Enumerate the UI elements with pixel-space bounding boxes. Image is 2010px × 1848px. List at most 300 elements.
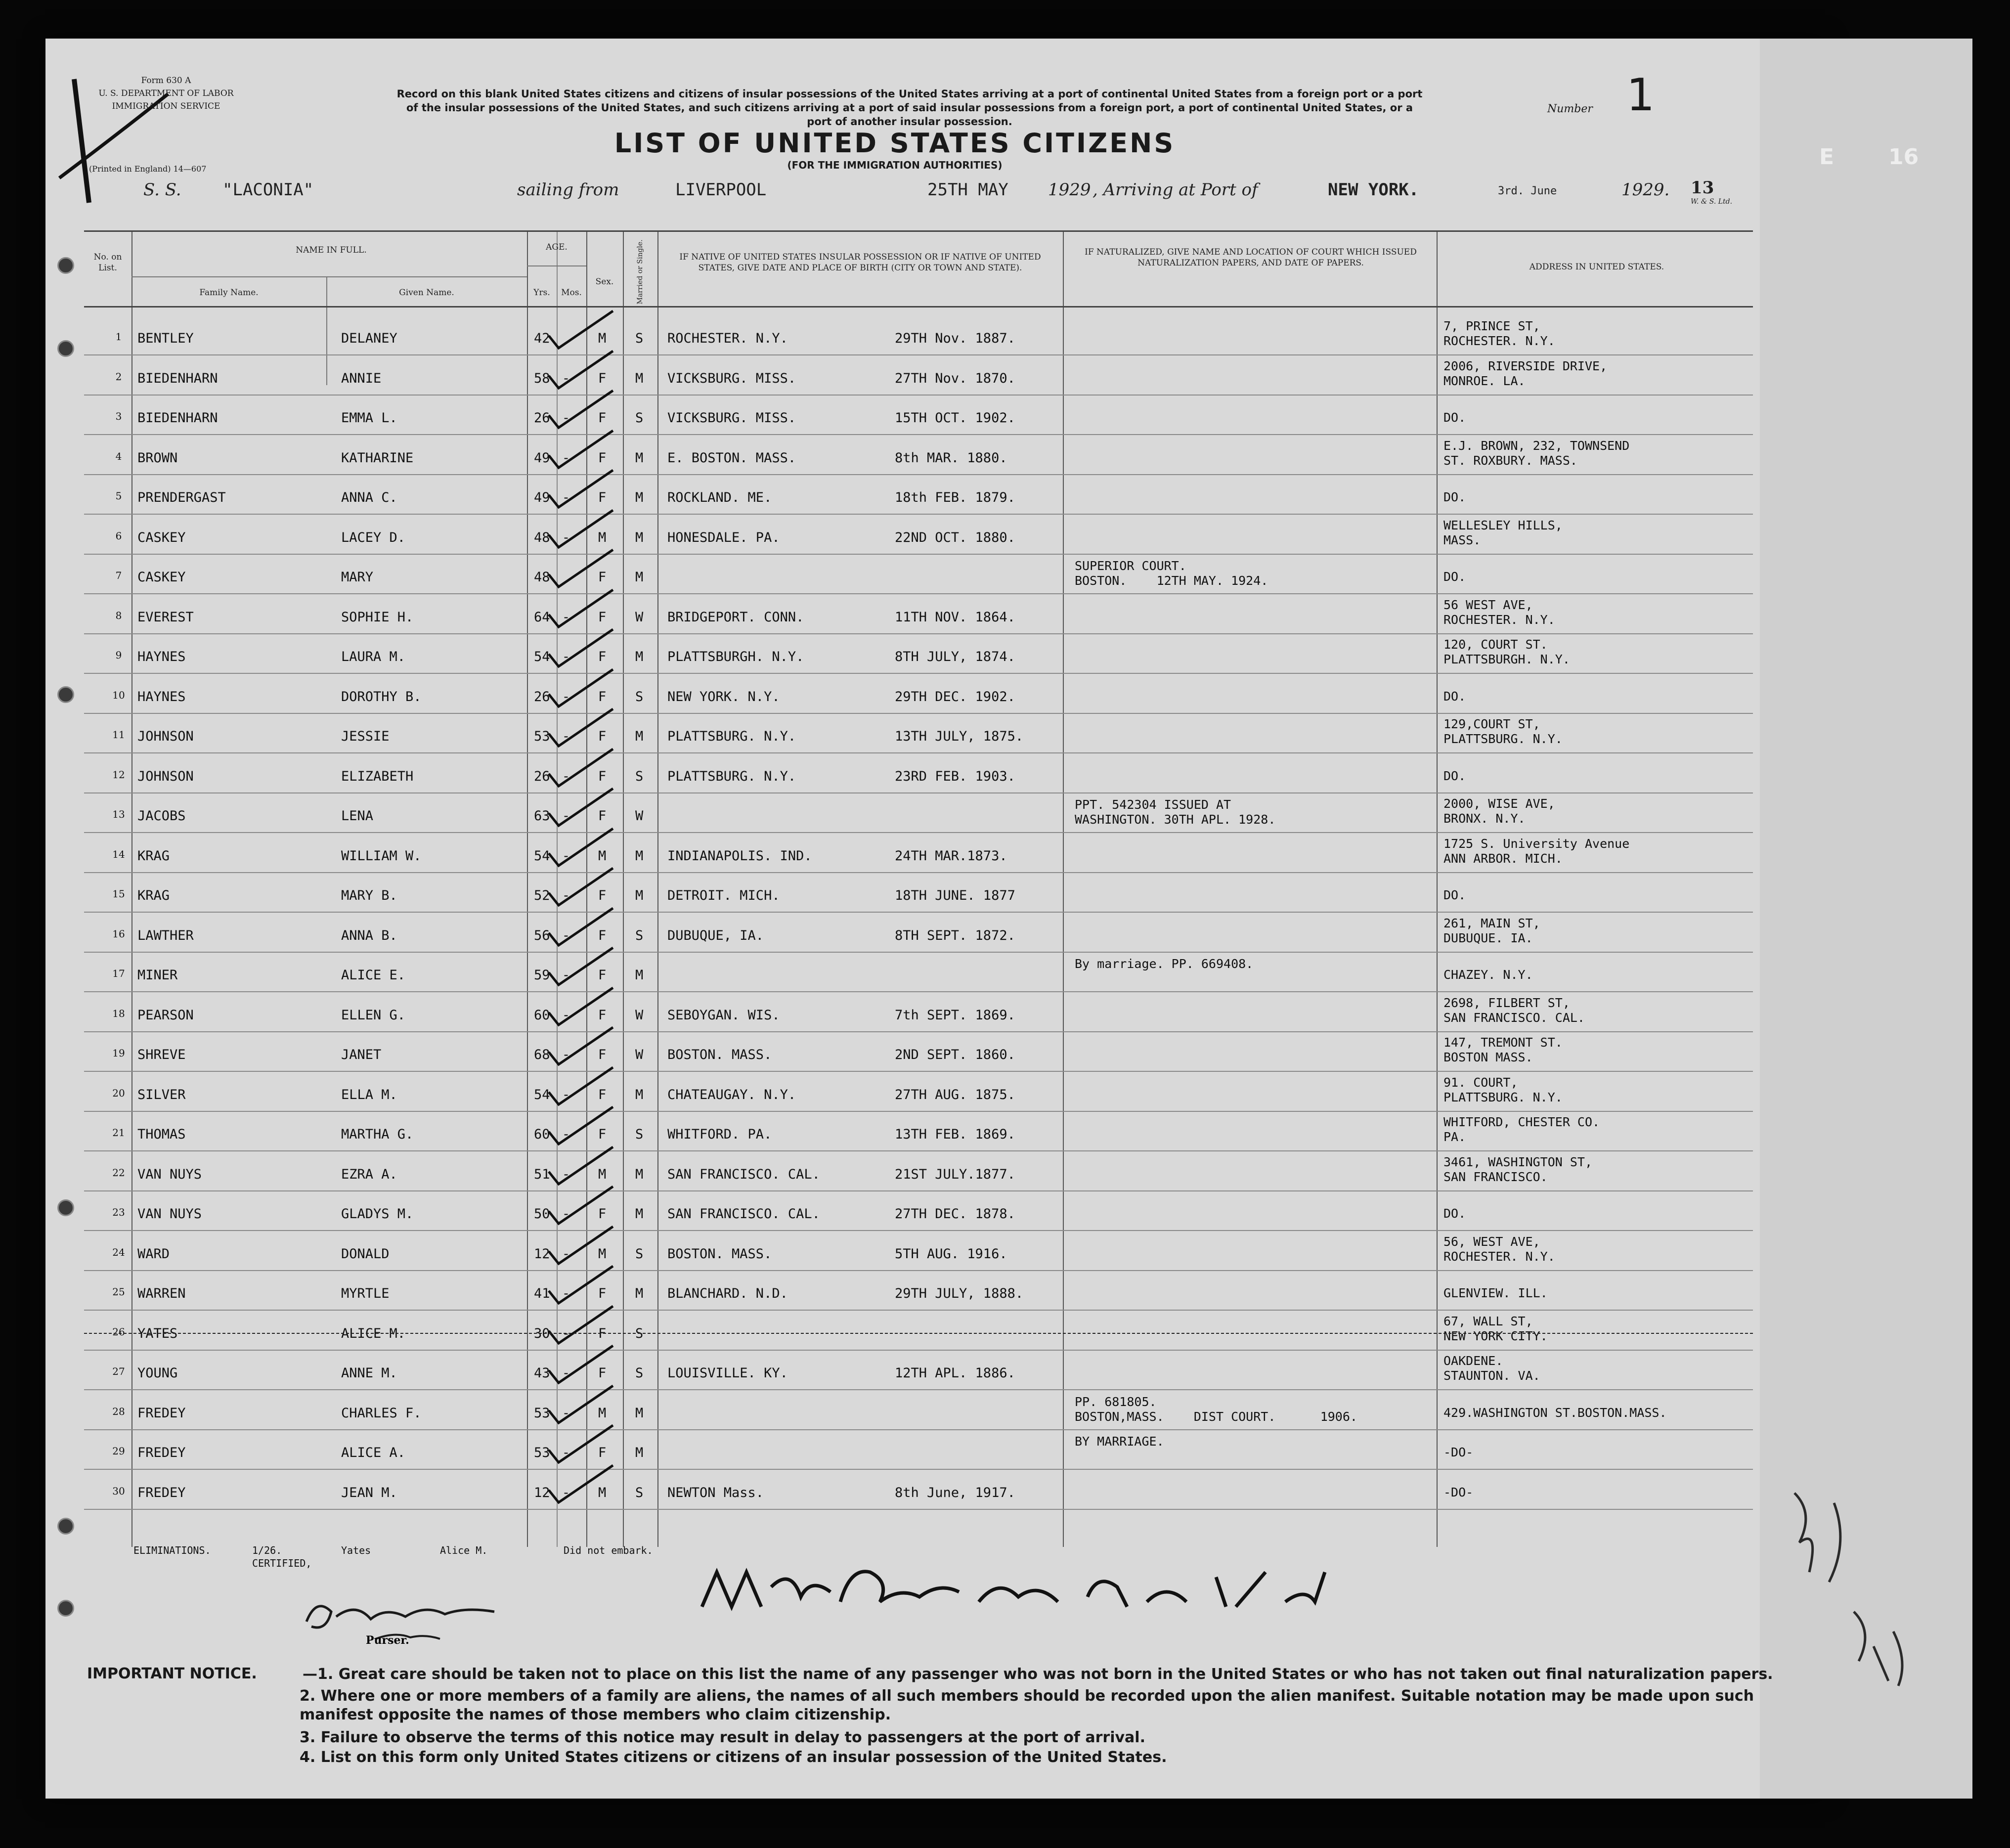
sex: F bbox=[598, 410, 607, 426]
us-address: DO. bbox=[1443, 570, 1466, 584]
printed-note: (Printed in England) 14—607 bbox=[89, 164, 207, 174]
row-number: 16 bbox=[112, 927, 125, 940]
record-instructions: Record on this blank United States citizens and citizens of insular possessions of the United States arriving at a port of continental United States from a foreign port or a port of the insular possessions of the United States, and such citizens arriving at a port of said insular possessions from a foreign port, a port of continental United States, or a port of another insular possession. bbox=[396, 88, 1423, 128]
sex: F bbox=[598, 1127, 607, 1142]
family-name: WARREN bbox=[137, 1286, 186, 1301]
sex: F bbox=[598, 927, 607, 943]
family-name: MINER bbox=[137, 968, 178, 983]
age-years: 50 bbox=[534, 1206, 550, 1222]
us-address: -DO- bbox=[1443, 1445, 1474, 1459]
sex: F bbox=[598, 1007, 607, 1023]
family-name: YATES bbox=[137, 1325, 178, 1341]
table-row bbox=[84, 993, 1753, 1032]
given-name: ANNIE bbox=[341, 370, 382, 386]
arrival-port: NEW YORK. bbox=[1328, 180, 1419, 200]
sheet-mark: E bbox=[1819, 144, 1835, 170]
birth-place: LOUISVILLE. KY. bbox=[667, 1365, 788, 1381]
marital-status: M bbox=[635, 1286, 644, 1301]
check-mark bbox=[544, 465, 623, 510]
birth-date: 8th June, 1917. bbox=[895, 1485, 1015, 1500]
table-row bbox=[84, 1311, 1753, 1351]
sex: F bbox=[598, 808, 607, 824]
birth-date: 21ST JULY.1877. bbox=[895, 1166, 1015, 1182]
sailing-year: 1929 bbox=[1048, 180, 1091, 200]
row-number: 28 bbox=[112, 1405, 125, 1417]
age-months: - bbox=[562, 729, 570, 744]
binding-hole bbox=[57, 1518, 74, 1535]
birth-date: 29TH JULY, 1888. bbox=[895, 1286, 1024, 1301]
age-years: 49 bbox=[534, 490, 550, 505]
given-name: ELLEN G. bbox=[341, 1007, 406, 1023]
marital-status: W bbox=[635, 808, 644, 824]
age-months: - bbox=[562, 529, 570, 545]
family-name: JOHNSON bbox=[137, 768, 194, 784]
row-number: 19 bbox=[112, 1047, 125, 1059]
table-row bbox=[84, 1470, 1753, 1510]
table-row bbox=[84, 674, 1753, 714]
check-mark bbox=[544, 585, 623, 629]
check-mark bbox=[544, 1420, 623, 1465]
marital-status: S bbox=[635, 689, 644, 704]
row-number: 2 bbox=[115, 370, 122, 383]
marital-status: M bbox=[635, 1206, 644, 1222]
voyage-line bbox=[143, 178, 1733, 210]
us-address: 56, WEST AVE, ROCHESTER. N.Y. bbox=[1443, 1234, 1555, 1264]
notice-item-1: —1. Great care should be taken not to place on this list the name of any passenger who was not born in the United States or who has not taken out final naturalization papers. bbox=[303, 1666, 1773, 1683]
elimination-reason: Did not embark. bbox=[564, 1544, 653, 1556]
age-months: - bbox=[562, 1087, 570, 1102]
inspector-signature bbox=[692, 1557, 1434, 1627]
birth-place: VICKSBURG. MISS. bbox=[667, 410, 796, 426]
us-address: DO. bbox=[1443, 888, 1466, 902]
us-address: 129,COURT ST, PLATTSBURG. N.Y. bbox=[1443, 717, 1563, 746]
age-years: 26 bbox=[534, 768, 550, 784]
us-address: DO. bbox=[1443, 490, 1466, 504]
sex: F bbox=[598, 1206, 607, 1222]
sex: F bbox=[598, 729, 607, 744]
marital-status: M bbox=[635, 490, 644, 505]
table-row bbox=[84, 1152, 1753, 1191]
sex: F bbox=[598, 968, 607, 983]
family-name: BROWN bbox=[137, 450, 178, 466]
table-row bbox=[84, 356, 1753, 396]
us-address: WELLESLEY HILLS, MASS. bbox=[1443, 518, 1563, 547]
list-number: 1 bbox=[1626, 69, 1655, 121]
family-name: BIEDENHARN bbox=[137, 410, 218, 426]
birth-date: 2ND SEPT. 1860. bbox=[895, 1047, 1015, 1062]
check-mark bbox=[544, 346, 623, 391]
page-mark: 13 bbox=[1691, 178, 1714, 198]
age-months: - bbox=[562, 1365, 570, 1381]
us-address: 7, PRINCE ST, ROCHESTER. N.Y. bbox=[1443, 319, 1555, 348]
table-row bbox=[84, 1191, 1753, 1231]
col-naturalized: IF NATURALIZED, GIVE NAME AND LOCATION OF COURT WHICH ISSUED NATURALIZATION PAPERS, AND DATE OF PAPERS. bbox=[1085, 247, 1417, 268]
birth-date: 24TH MAR.1873. bbox=[895, 848, 1007, 864]
marital-status: S bbox=[635, 768, 644, 784]
given-name: MARY B. bbox=[341, 888, 397, 903]
age-months: - bbox=[562, 1047, 570, 1062]
number-label: Number bbox=[1547, 103, 1593, 115]
age-years: 54 bbox=[534, 649, 550, 664]
family-name: LAWTHER bbox=[137, 927, 194, 943]
row-number: 3 bbox=[115, 410, 122, 422]
family-name: FREDEY bbox=[137, 1445, 186, 1460]
birth-place: NEWTON Mass. bbox=[667, 1485, 764, 1500]
check-mark bbox=[544, 1022, 623, 1067]
us-address: -DO- bbox=[1443, 1485, 1474, 1499]
age-months: - bbox=[562, 1246, 570, 1262]
row-number: 20 bbox=[112, 1087, 125, 1099]
row-number: 6 bbox=[115, 529, 122, 542]
birth-place: INDIANAPOLIS. IND. bbox=[667, 848, 812, 864]
birth-date: 18TH JUNE. 1877 bbox=[895, 888, 1015, 903]
given-name: LENA bbox=[341, 808, 374, 824]
binding-hole bbox=[57, 1600, 74, 1617]
age-months: - bbox=[562, 1206, 570, 1222]
passenger-table bbox=[84, 230, 1753, 1547]
age-years: 41 bbox=[534, 1286, 550, 1301]
form-number: Form 630 A bbox=[141, 76, 191, 86]
table-row bbox=[84, 1271, 1753, 1311]
given-name: ALICE A. bbox=[341, 1445, 406, 1460]
birth-date: 27TH DEC. 1878. bbox=[895, 1206, 1015, 1222]
family-name: PEARSON bbox=[137, 1007, 194, 1023]
check-mark bbox=[544, 1301, 623, 1346]
sex: M bbox=[598, 529, 607, 545]
printer-mark: W. & S. Ltd. bbox=[1691, 198, 1733, 206]
notice-label: IMPORTANT NOTICE. bbox=[87, 1665, 257, 1682]
row-rule bbox=[84, 1509, 1753, 1510]
row-number: 26 bbox=[112, 1325, 125, 1338]
family-name: KRAG bbox=[137, 888, 170, 903]
birth-date: 29TH Nov. 1887. bbox=[895, 331, 1015, 346]
birth-place: DETROIT. MICH. bbox=[667, 888, 780, 903]
sailing-label: sailing from bbox=[517, 180, 619, 200]
age-years: 48 bbox=[534, 529, 550, 545]
table-row bbox=[84, 1072, 1753, 1112]
naturalization: By marriage. PP. 669408. bbox=[1075, 957, 1254, 971]
age-months: - bbox=[562, 410, 570, 426]
given-name: SOPHIE H. bbox=[341, 609, 414, 625]
family-name: WARD bbox=[137, 1246, 170, 1262]
arriving-label: , Arriving at Port of bbox=[1092, 180, 1258, 200]
naturalization: SUPERIOR COURT. BOSTON. 12TH MAY. 1924. bbox=[1075, 559, 1268, 588]
age-years: 56 bbox=[534, 927, 550, 943]
age-months: - bbox=[562, 649, 570, 664]
check-mark bbox=[544, 1381, 623, 1425]
age-months: - bbox=[562, 1007, 570, 1023]
birth-place: BOSTON. MASS. bbox=[667, 1047, 772, 1062]
birth-place: PLATTSBURGH. N.Y. bbox=[667, 649, 804, 664]
given-name: ALICE M. bbox=[341, 1325, 406, 1341]
birth-place: E. BOSTON. MASS. bbox=[667, 450, 796, 466]
binding-hole bbox=[57, 686, 74, 703]
row-number: 12 bbox=[112, 768, 125, 781]
col-name-in-full: NAME IN FULL. bbox=[296, 245, 367, 255]
age-years: 48 bbox=[534, 570, 550, 585]
age-years: 12 bbox=[534, 1246, 550, 1262]
sex: M bbox=[598, 331, 607, 346]
table-row bbox=[84, 953, 1753, 992]
us-address: DO. bbox=[1443, 689, 1466, 704]
given-name: ALICE E. bbox=[341, 968, 406, 983]
us-address: 1725 S. University Avenue ANN ARBOR. MICH. bbox=[1443, 836, 1630, 866]
age-months: - bbox=[562, 927, 570, 943]
departure-port: LIVERPOOL bbox=[675, 180, 767, 200]
row-number: 15 bbox=[112, 888, 125, 900]
birth-date: 8TH SEPT. 1872. bbox=[895, 927, 1015, 943]
given-name: EMMA L. bbox=[341, 410, 397, 426]
marital-status: M bbox=[635, 1166, 644, 1182]
birth-place: SAN FRANCISCO. CAL. bbox=[667, 1166, 820, 1182]
form-identifier bbox=[92, 74, 240, 113]
family-name: PRENDERGAST bbox=[137, 490, 226, 505]
us-address: WHITFORD, CHESTER CO. PA. bbox=[1443, 1115, 1600, 1144]
age-months: - bbox=[562, 808, 570, 824]
marital-status: S bbox=[635, 331, 644, 346]
us-address: 261, MAIN ST, DUBUQUE. IA. bbox=[1443, 916, 1540, 945]
sex: F bbox=[598, 609, 607, 625]
age-years: 49 bbox=[534, 450, 550, 466]
us-address: DO. bbox=[1443, 410, 1466, 425]
table-row bbox=[84, 436, 1753, 475]
age-years: 64 bbox=[534, 609, 550, 625]
age-months: - bbox=[562, 1127, 570, 1142]
check-mark bbox=[544, 704, 623, 748]
family-name: BIEDENHARN bbox=[137, 370, 218, 386]
row-number: 29 bbox=[112, 1445, 125, 1457]
eliminated-given-name: Alice M. bbox=[440, 1544, 488, 1556]
marital-status: S bbox=[635, 1246, 644, 1262]
family-name: SHREVE bbox=[137, 1047, 186, 1062]
given-name: CHARLES F. bbox=[341, 1405, 422, 1421]
age-years: 59 bbox=[534, 968, 550, 983]
marital-status: M bbox=[635, 888, 644, 903]
strike-through-line bbox=[84, 1333, 1753, 1334]
row-number: 14 bbox=[112, 848, 125, 860]
service-name: IMMIGRATION SERVICE bbox=[112, 101, 220, 111]
check-mark bbox=[544, 1261, 623, 1306]
age-months: - bbox=[562, 768, 570, 784]
eliminations-label: ELIMINATIONS. bbox=[133, 1544, 211, 1556]
age-months: - bbox=[562, 370, 570, 386]
age-years: 43 bbox=[534, 1365, 550, 1381]
table-row bbox=[84, 1391, 1753, 1430]
birth-place: VICKSBURG. MISS. bbox=[667, 370, 796, 386]
birth-place: WHITFORD. PA. bbox=[667, 1127, 772, 1142]
marital-status: S bbox=[635, 1325, 644, 1341]
binding-hole bbox=[57, 1199, 74, 1216]
given-name: DONALD bbox=[341, 1246, 390, 1262]
birth-date: 22ND OCT. 1880. bbox=[895, 529, 1015, 545]
age-years: 51 bbox=[534, 1166, 550, 1182]
check-mark bbox=[544, 545, 623, 589]
marital-status: M bbox=[635, 968, 644, 983]
sex: F bbox=[598, 1047, 607, 1062]
us-address: 147, TREMONT ST. BOSTON MASS. bbox=[1443, 1035, 1563, 1064]
row-number: 25 bbox=[112, 1286, 125, 1298]
ss-label: S. S. bbox=[143, 180, 181, 200]
age-years: 68 bbox=[534, 1047, 550, 1062]
birth-place: SEBOYGAN. WIS. bbox=[667, 1007, 780, 1023]
age-months: - bbox=[562, 450, 570, 466]
sex: F bbox=[598, 450, 607, 466]
sex: M bbox=[598, 1166, 607, 1182]
arrival-year: 1929. bbox=[1621, 180, 1670, 200]
marital-status: S bbox=[635, 1127, 644, 1142]
family-name: YOUNG bbox=[137, 1365, 178, 1381]
sex: F bbox=[598, 490, 607, 505]
table-row bbox=[84, 634, 1753, 674]
sex: M bbox=[598, 1246, 607, 1262]
given-name: DELANEY bbox=[341, 331, 397, 346]
check-mark bbox=[544, 824, 623, 868]
us-address: 2000, WISE AVE, BRONX. N.Y. bbox=[1443, 796, 1555, 826]
arrival-day: 3rd. June bbox=[1498, 185, 1557, 197]
age-years: 26 bbox=[534, 410, 550, 426]
check-mark bbox=[544, 664, 623, 709]
sailing-date: 25TH MAY bbox=[927, 180, 1008, 200]
given-name: JESSIE bbox=[341, 729, 390, 744]
table-row bbox=[84, 714, 1753, 753]
col-married: Married or Single. bbox=[636, 239, 644, 305]
margin-handwriting bbox=[1775, 1483, 1923, 1691]
check-mark bbox=[544, 426, 623, 470]
age-years: 53 bbox=[534, 1445, 550, 1460]
marital-status: M bbox=[635, 848, 644, 864]
check-mark bbox=[544, 1142, 623, 1187]
row-number: 23 bbox=[112, 1206, 125, 1218]
marital-status: M bbox=[635, 649, 644, 664]
check-mark bbox=[544, 1222, 623, 1266]
given-name: ANNA C. bbox=[341, 490, 397, 505]
us-address: CHAZEY. N.Y. bbox=[1443, 968, 1533, 982]
age-years: 60 bbox=[534, 1127, 550, 1142]
check-mark bbox=[544, 903, 623, 948]
row-number: 30 bbox=[112, 1485, 125, 1497]
given-name: ANNA B. bbox=[341, 927, 397, 943]
col-months: Mos. bbox=[561, 288, 582, 298]
us-address: DO. bbox=[1443, 1206, 1466, 1221]
age-months: - bbox=[562, 1166, 570, 1182]
sex: F bbox=[598, 1325, 607, 1341]
department-name: U. S. DEPARTMENT OF LABOR bbox=[98, 88, 234, 98]
birth-place: BOSTON. MASS. bbox=[667, 1246, 772, 1262]
us-address: 91. COURT, PLATTSBURG. N.Y. bbox=[1443, 1075, 1563, 1104]
row-number: 24 bbox=[112, 1246, 125, 1258]
age-years: 52 bbox=[534, 888, 550, 903]
birth-place: ROCHESTER. N.Y. bbox=[667, 331, 788, 346]
age-months: - bbox=[562, 1405, 570, 1421]
birth-date: 13TH FEB. 1869. bbox=[895, 1127, 1015, 1142]
page-title: LIST OF UNITED STATES CITIZENS bbox=[614, 128, 1176, 159]
row-number: 21 bbox=[112, 1127, 125, 1139]
check-mark bbox=[544, 624, 623, 669]
age-months: - bbox=[562, 490, 570, 505]
family-name: CASKEY bbox=[137, 570, 186, 585]
given-name: MARY bbox=[341, 570, 374, 585]
row-number: 13 bbox=[112, 808, 125, 820]
age-months: - bbox=[562, 968, 570, 983]
table-row bbox=[84, 396, 1753, 435]
us-address: 3461, WASHINGTON ST, SAN FRANCISCO. bbox=[1443, 1154, 1593, 1184]
table-row bbox=[84, 475, 1753, 515]
row-number: 17 bbox=[112, 968, 125, 979]
family-name: CASKEY bbox=[137, 529, 186, 545]
birth-place: SAN FRANCISCO. CAL. bbox=[667, 1206, 820, 1222]
marital-status: W bbox=[635, 1047, 644, 1062]
birth-date: 23RD FEB. 1903. bbox=[895, 768, 1015, 784]
birth-place: ROCKLAND. ME. bbox=[667, 490, 772, 505]
given-name: JEAN M. bbox=[341, 1485, 397, 1500]
marital-status: S bbox=[635, 1365, 644, 1381]
birth-place: NEW YORK. N.Y. bbox=[667, 689, 780, 704]
row-number: 10 bbox=[112, 689, 125, 701]
marital-status: M bbox=[635, 450, 644, 466]
marital-status: M bbox=[635, 1087, 644, 1102]
row-number: 4 bbox=[115, 450, 122, 462]
family-name: FREDEY bbox=[137, 1485, 186, 1500]
birth-place: CHATEAUGAY. N.Y. bbox=[667, 1087, 796, 1102]
row-number: 18 bbox=[112, 1007, 125, 1019]
family-name: JACOBS bbox=[137, 808, 186, 824]
sex: F bbox=[598, 649, 607, 664]
sex: F bbox=[598, 1365, 607, 1381]
age-months: - bbox=[562, 1286, 570, 1301]
family-name: BENTLEY bbox=[137, 331, 194, 346]
us-address: 2698, FILBERT ST, SAN FRANCISCO. CAL. bbox=[1443, 995, 1585, 1025]
birth-date: 27TH AUG. 1875. bbox=[895, 1087, 1015, 1102]
table-row bbox=[84, 1112, 1753, 1151]
naturalization: PPT. 542304 ISSUED AT WASHINGTON. 30TH APL. 1928. bbox=[1075, 797, 1276, 827]
sex: F bbox=[598, 888, 607, 903]
table-row bbox=[84, 873, 1753, 913]
check-mark bbox=[544, 1102, 623, 1146]
check-mark bbox=[544, 943, 623, 987]
row-number: 22 bbox=[112, 1166, 125, 1179]
eliminations-count: 1/26. bbox=[252, 1544, 282, 1556]
binding-hole bbox=[57, 340, 74, 357]
col-no: No. on List. bbox=[93, 252, 122, 273]
check-mark bbox=[544, 1460, 623, 1505]
age-years: 53 bbox=[534, 1405, 550, 1421]
check-mark bbox=[544, 744, 623, 789]
marital-status: M bbox=[635, 529, 644, 545]
col-years: Yrs. bbox=[533, 288, 550, 298]
notice-item-3: 3. Failure to observe the terms of this notice may result in delay to passengers at the port of arrival. bbox=[300, 1729, 1145, 1746]
col-age: AGE. bbox=[546, 242, 568, 252]
us-address: 67, WALL ST, NEW YORK CITY. bbox=[1443, 1314, 1548, 1343]
sheet-number: 16 bbox=[1888, 144, 1919, 170]
row-number: 11 bbox=[112, 729, 125, 741]
family-name: THOMAS bbox=[137, 1127, 186, 1142]
given-name: MARTHA G. bbox=[341, 1127, 414, 1142]
table-row bbox=[84, 1430, 1753, 1470]
birth-place: DUBUQUE, IA. bbox=[667, 927, 764, 943]
page-subtitle: (FOR THE IMMIGRATION AUTHORITIES) bbox=[787, 159, 1003, 171]
table-row bbox=[84, 515, 1753, 555]
table-row bbox=[84, 834, 1753, 873]
table-row bbox=[84, 793, 1753, 833]
age-years: 54 bbox=[534, 1087, 550, 1102]
birth-place: BRIDGEPORT. CONN. bbox=[667, 609, 804, 625]
given-name: ELLA M. bbox=[341, 1087, 397, 1102]
notice-item-4: 4. List on this form only United States citizens or citizens of an insular possession of the United States. bbox=[300, 1749, 1167, 1766]
col-address: ADDRESS IN UNITED STATES. bbox=[1529, 262, 1664, 272]
us-address: DO. bbox=[1443, 768, 1466, 783]
col-given-name: Given Name. bbox=[399, 288, 454, 298]
age-months: - bbox=[562, 689, 570, 704]
